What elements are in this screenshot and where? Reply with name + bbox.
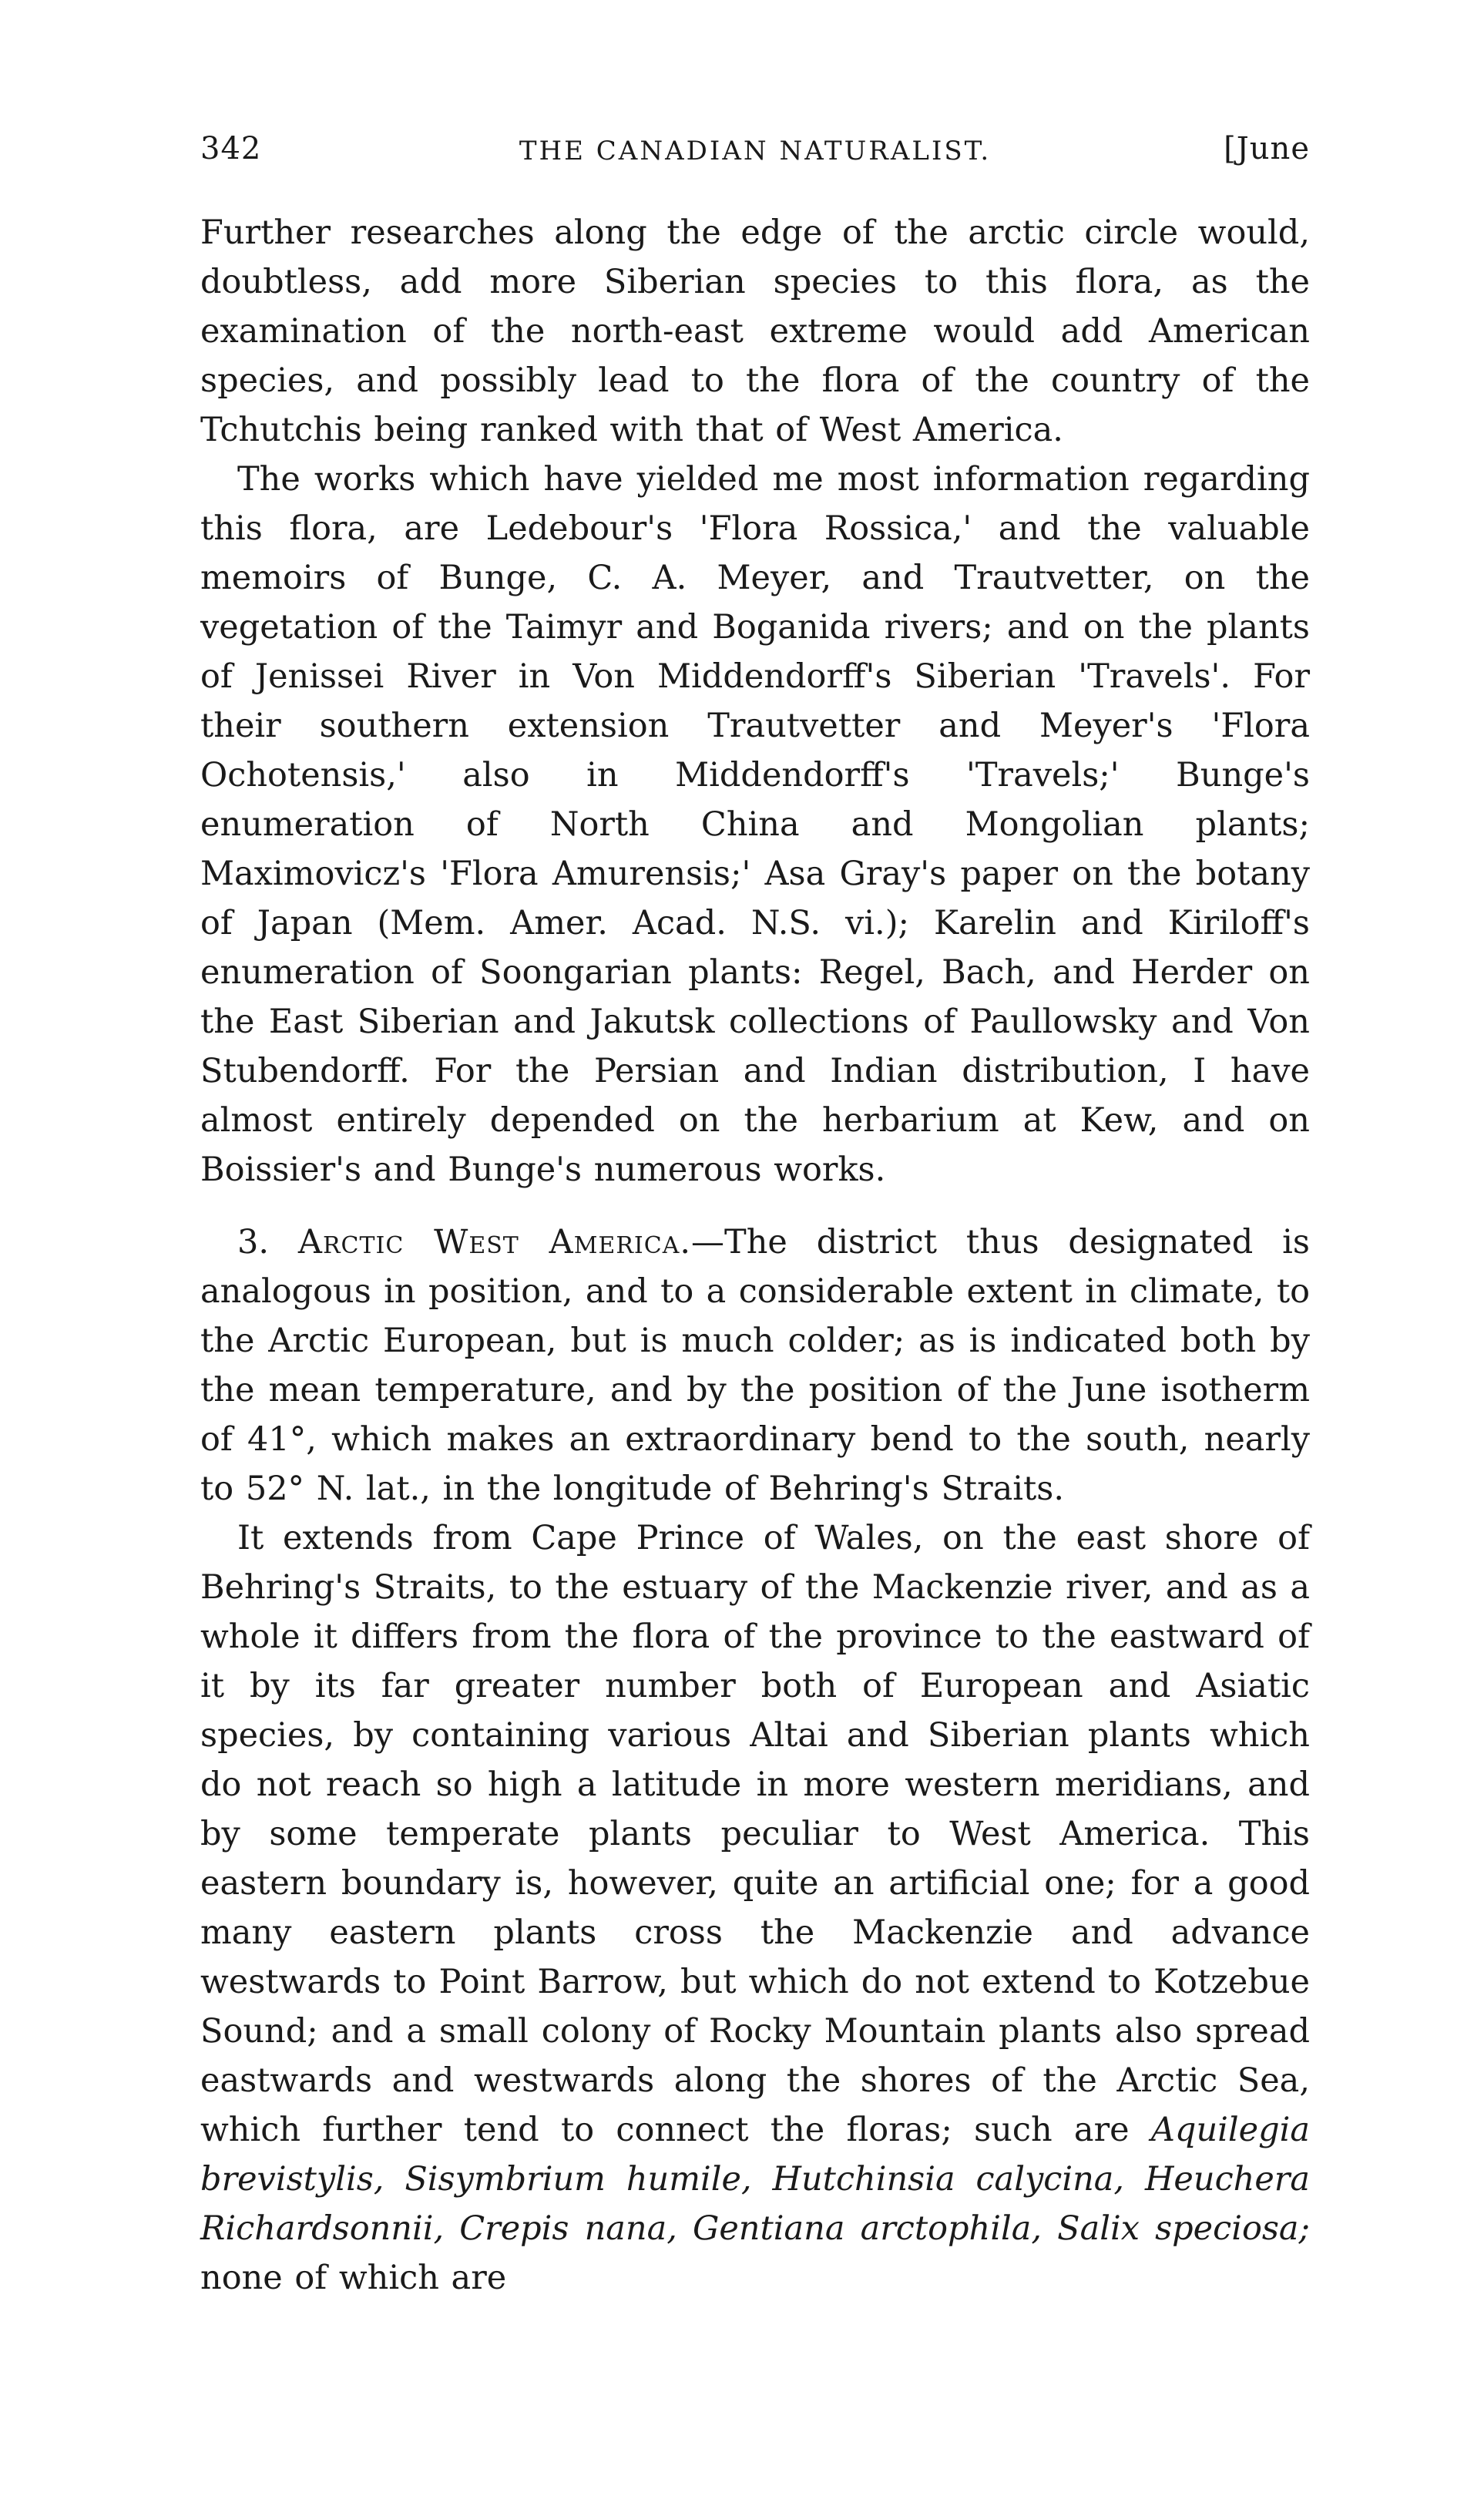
page-number: 342 (200, 131, 262, 166)
running-header (200, 131, 1310, 185)
paragraph-4 (200, 1513, 1310, 2303)
species-name: Heuchera Richardsonnii, (200, 2160, 1310, 2248)
species-name: Aquilegia brevistylis, (200, 2111, 1310, 2199)
section-text: —The district thus designated is analogous in position, and to a considerable extent in climate, to the Arctic European, but is much colder; as is indicated both by the mean temperature, and by the position of the June isotherm of 41°, which makes an extraordinary bend to the south, nearly to 52° N. lat., in the longitude of Behring's Straits. (200, 1223, 1310, 1508)
paragraph-1: Further researches along the edge of the arctic circle would, doubtless, add more Siberian species to this flora, as the examination of the north-east extreme would add American species, and possibly lead to the flora of the country of the Tchutchis being ranked with that of West America. (200, 213, 1310, 449)
section-number: 3. (237, 1223, 270, 1261)
species-name: Crepis nana, (459, 2209, 677, 2248)
running-title: THE CANADIAN NATURALIST. (519, 136, 992, 166)
paragraph-3 (200, 1218, 1310, 1513)
species-name: Gentiana arctophila, (693, 2209, 1042, 2248)
header-month: [June (1224, 131, 1310, 166)
species-name: Salix speciosa; (1057, 2209, 1311, 2248)
species-name: Hutchinsia calycina, (772, 2160, 1125, 2199)
paragraph-4-text: It extends from Cape Prince of Wales, on the east shore of Behring's Straits, to the estuary of the Mackenzie river, and as a whole it differs from the flora of the province to the eastward of it by its far greater number both of European and Asiatic species, by containing various Altai and Siberian plants which do not reach so high a latitude in more western meridians, and by some temperate plants peculiar to West America. This eastern boundary is, however, quite an artificial one; for a good many eastern plants cross the Mackenzie and advance westwards to Point Barrow, but which do not extend to Kotzebue Sound; and a small colony of Rocky Mountain plants also spread eastwards and westwards along the shores of the Arctic Sea, which further tend to connect the floras; such are (200, 1519, 1310, 2149)
section-heading: Arctic West America. (297, 1223, 692, 1261)
paragraph-4-tail: none of which are (200, 2259, 507, 2297)
species-name: Sisymbrium humile, (405, 2160, 752, 2199)
paragraph-2: The works which have yielded me most information regarding this flora, are Ledebour's 'Flora Rossica,' and the valuable memoirs of Bunge, C. A. Meyer, and Trautvetter, on the vegetation of the Taimyr and Boganida rivers; and on the plants of Jenissei River in Von Middendorff's Siberian 'Travels'. For their southern extension Trautvetter and Meyer's 'Flora Ochotensis,' also in Middendorff's 'Travels;' Bunge's enumeration of North China and Mongolian plants; Maximovicz's 'Flora Amurensis;' Asa Gray's paper on the botany of Japan (Mem. Amer. Acad. N.S. vi.); Karelin and Kiriloff's enumeration of Soongarian plants: Regel, Bach, and Herder on the East Siberian and Jakutsk collections of Paullowsky and Von Stubendorff. For the Persian and Indian distribution, I have almost entirely depended on the herbarium at Kew, and on Boissier's and Bunge's numerous works. (200, 460, 1310, 1189)
book-page (200, 131, 1310, 2303)
body-text (200, 208, 1310, 2303)
